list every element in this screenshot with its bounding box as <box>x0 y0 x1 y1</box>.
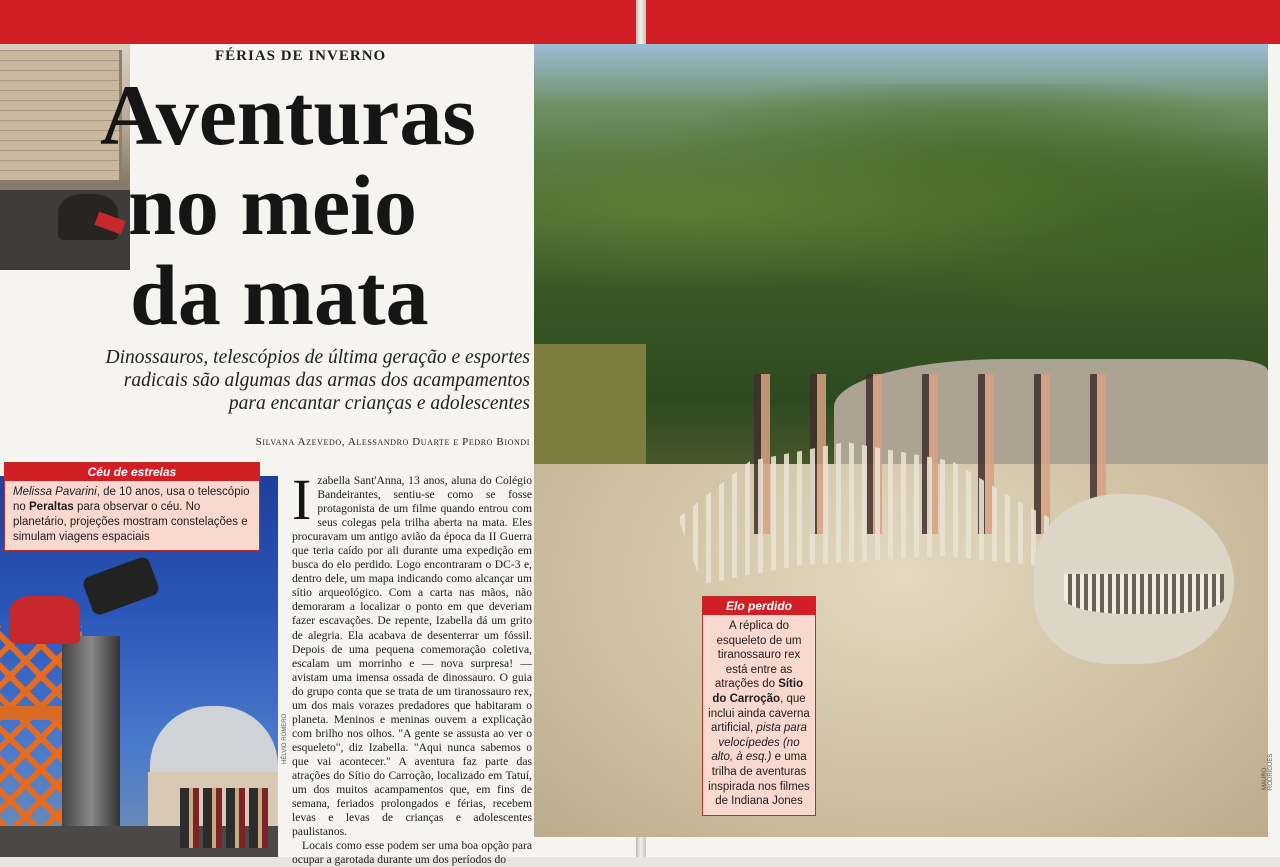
section-label: FÉRIAS DE INVERNO <box>215 48 387 64</box>
right-page <box>646 44 1280 857</box>
caption-dino-text-0: A réplica do esqueleto de um tiranossauro rex está entre as atrações do <box>714 620 802 691</box>
headline-line-2: no meio <box>128 157 418 253</box>
caption-dino-text-6: e uma trilha de aventuras inspirada nos filmes de Indiana Jones <box>708 751 810 808</box>
headline-line-3: da mata <box>130 247 429 343</box>
caption-sky-text-3: para observar o céu. No planetário, projeções mostram constelações e simulam viagens espaciais <box>13 501 248 543</box>
caption-dino-text <box>703 615 815 815</box>
trex-jaw <box>1064 574 1224 614</box>
dinosaur-skeleton-photo <box>534 44 1268 837</box>
girl-at-telescope <box>10 596 80 644</box>
byline: Silvana Azevedo, Alessandro Duarte e Pedro Biondi <box>255 436 530 448</box>
caption-sky-text <box>5 481 259 550</box>
article-paragraph-2: Locais como esse podem ser uma boa opção para ocupar a garotada durante um dos períodos do <box>292 839 532 867</box>
dek: Dinossauros, telescópios de última geração e esportes radicais são algumas das armas dos acampamentos para encantar crianças e adolescentes <box>105 347 530 414</box>
article-paragraph-1-text: zabella Sant'Anna, 13 anos, aluna do Colégio Bandeirantes, sentiu-se como se fosse protagonista de um filme quando entrou com seus colegas pela trilha aberta na mata. Eles procuravam um antigo avião da época da II Guerra que teria caído por ali durante uma expedição em busca do elo perdido. Logo encontraram o DC-3 e, dentro dele, um mapa indicando como alcançar um sítio arqueológico. Com a carta nas mãos, não demoraram a localizar o ponto em que deveriam fazer escavações. De repente, Izabella dá um grito de alegria. Ela acabava de desenterrar um fóssil. Depois de uma pequena comemoração coletiva, escalam um morrinho e — nova surpresa! — avistam uma imensa ossada de dinossauro. O guia do grupo conta que se trata de um tiranossauro rex, um dos mais vorazes predadores que habitaram o planeta. Meninos e meninas ouvem a explicação com brilho nos olhos. "A gente se assusta ao ver o esqueleto", diz Izabella. "Aqui nunca sabemos o que vai acontecer." A aventura faz parte das atrações do Sítio do Carroção, localizado em Tatuí, um dos muitos acampamentos que, em fins de semana, feriados prolongados e férias, recebem levas e levas de crianças e adolescentes paulistanos. <box>292 474 532 839</box>
caption-sky-name: Melissa Pavarini <box>13 486 97 498</box>
caption-sky-text-1: , de 10 anos, usa o telescópio no <box>13 486 250 513</box>
observatory-dome <box>150 706 278 776</box>
caption-dino-text-2: , que inclui ainda caverna artificial, <box>708 692 810 735</box>
telescope <box>81 555 160 617</box>
caption-dino-track: pista para velocípedes <box>718 722 807 749</box>
dropcap: I <box>292 467 312 532</box>
caption-sky <box>4 462 260 551</box>
article-paragraph-1 <box>292 467 532 839</box>
top-red-band-left <box>0 0 636 44</box>
group-of-kids <box>180 788 272 848</box>
photo-credit-right: MAURO RODRIGUES <box>1262 753 1274 790</box>
caption-dino-place: Sítio do Carroção <box>712 678 804 705</box>
caption-dino-title: Elo perdido <box>703 597 815 615</box>
headline-line-1: Aventuras <box>100 67 476 163</box>
caption-sky-place: Peraltas <box>29 501 74 513</box>
caption-dino-ref: (no alto, à esq.) <box>711 736 800 764</box>
telescope-pillar <box>62 636 120 857</box>
top-red-band-right <box>646 0 1280 44</box>
caption-sky-title: Céu de estrelas <box>5 463 259 481</box>
headline <box>100 67 530 343</box>
photo-credit-left: HÉLVIO ROMERO <box>282 713 288 764</box>
article-body <box>292 467 532 867</box>
forest-canopy <box>534 84 1268 324</box>
caption-dino <box>702 596 816 816</box>
